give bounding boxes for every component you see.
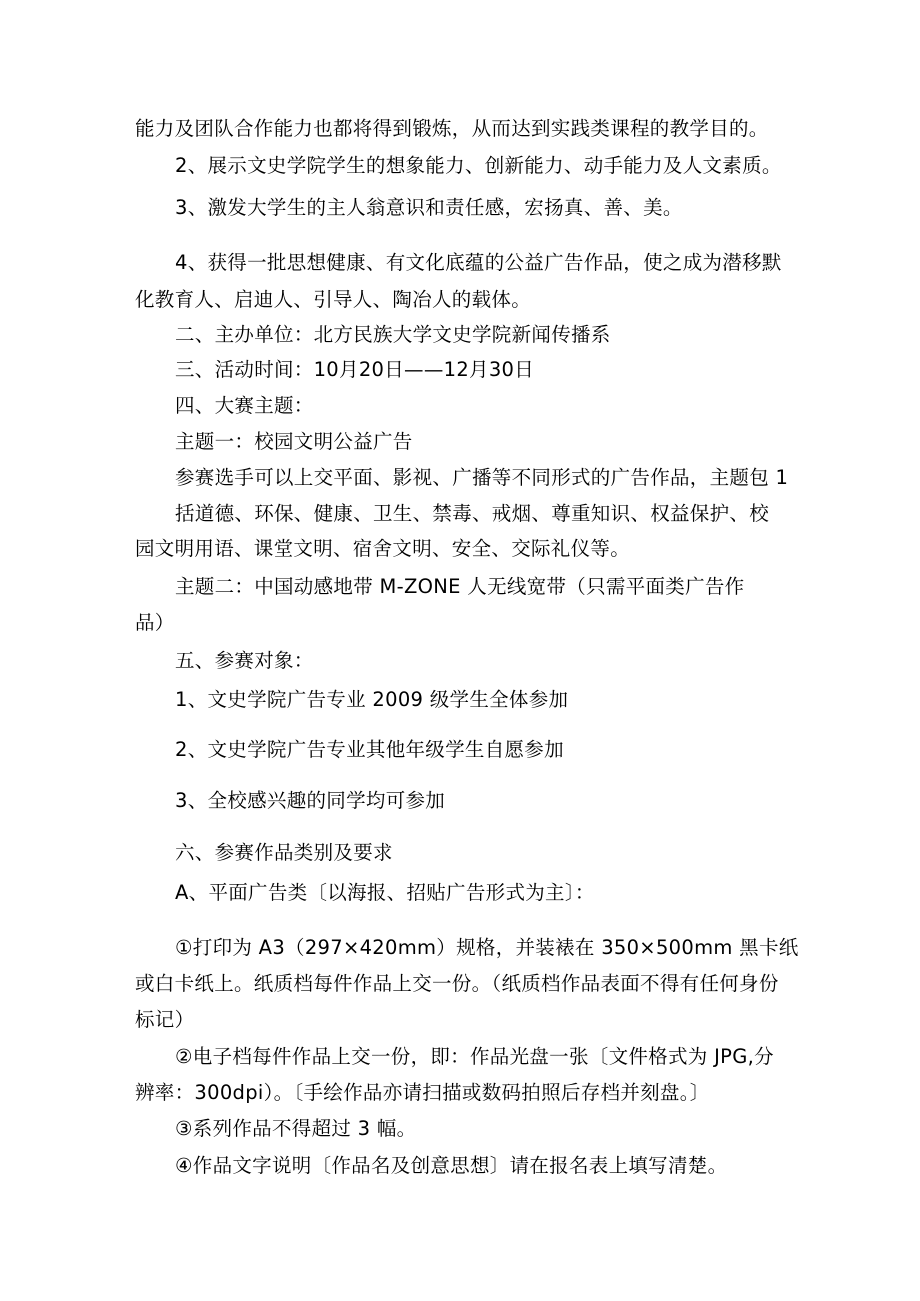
list-item: ①打印为 A3（297×420mm）规格，并装裱在 350×500mm 黑卡纸	[175, 936, 799, 959]
text-line: 化教育人、启迪人、引导人、陶冶人的载体。	[135, 288, 532, 311]
list-item: 2、展示文史学院学生的想象能力、创新能力、动手能力及人文素质。	[175, 154, 782, 177]
list-item: 2、文史学院广告专业其他年级学生自愿参加	[175, 738, 564, 761]
list-item: 1、文史学院广告专业 2009 级学生全体参加	[175, 688, 569, 711]
list-item: ②电子档每件作品上交一份，即：作品光盘一张〔文件格式为 JPG,分	[175, 1045, 774, 1068]
text-line: 能力及团队合作能力也都将得到锻炼，从而达到实践类课程的教学目的。	[135, 117, 769, 140]
section-heading: 六、参赛作品类别及要求	[175, 841, 393, 864]
list-item: 3、全校感兴趣的同学均可参加	[175, 789, 446, 812]
text-line: 参赛选手可以上交平面、影视、广播等不同形式的广告作品，主题包 1	[175, 466, 789, 489]
list-item: ④作品文字说明〔作品名及创意思想〕请在报名表上填写清楚。	[175, 1154, 728, 1177]
text-line: 辨率：300dpi）。〔手绘作品亦请扫描或数码拍照后存档并刻盘。〕	[135, 1081, 710, 1104]
list-item: 4、获得一批思想健康、有文化底蕴的公益广告作品，使之成为潜移默	[175, 251, 782, 274]
text-line: 标记）	[135, 1008, 195, 1031]
list-item: 3、激发大学生的主人翁意识和责任感，宏扬真、善、美。	[175, 196, 683, 219]
text-line: 品）	[135, 611, 175, 634]
text-line: 或白卡纸上。纸质档每件作品上交一份。（纸质档作品表面不得有任何身份	[135, 972, 779, 995]
section-heading: 三、活动时间：10月20日——12月30日	[175, 358, 535, 381]
subheading: 主题二：中国动感地带 M-ZONE 人无线宽带（只需平面类广告作	[175, 575, 745, 598]
subheading: A、平面广告类〔以海报、招贴广告形式为主〕：	[175, 881, 595, 904]
text-line: 园文明用语、课堂文明、宿舍文明、安全、交际礼仪等。	[135, 537, 631, 560]
section-heading: 二、主办单位：北方民族大学文史学院新闻传播系	[175, 323, 611, 346]
text-line: 括道德、环保、健康、卫生、禁毒、戒烟、尊重知识、权益保护、校	[175, 502, 770, 525]
section-heading: 四、大赛主题：	[175, 394, 314, 417]
subheading: 主题一：校园文明公益广告	[175, 430, 413, 453]
list-item: ③系列作品不得超过 3 幅。	[175, 1117, 417, 1140]
section-heading: 五、参赛对象：	[175, 649, 314, 672]
